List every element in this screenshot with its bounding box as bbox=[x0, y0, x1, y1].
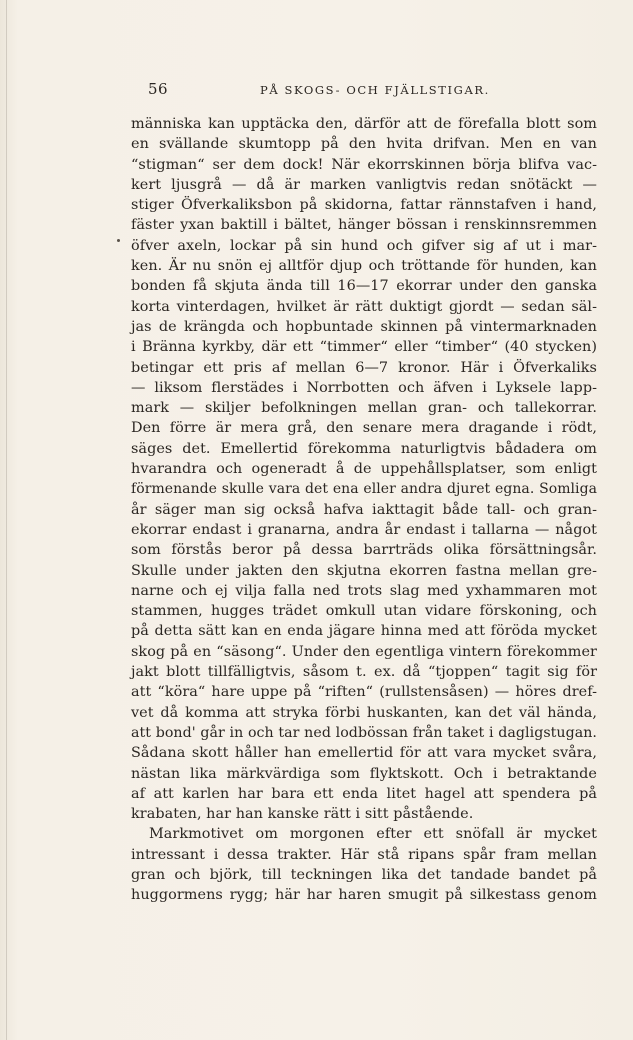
page-header bbox=[148, 80, 608, 102]
text-line: Markmotivet om morgonen efter ett snöfall är mycket bbox=[149, 826, 597, 843]
text-line: nästan lika märkvärdiga som flyktskott. Och i betraktande bbox=[131, 765, 597, 782]
text-line: korta vinterdagen, hvilket är rätt duktigt gjordt — sedan säl- bbox=[131, 298, 597, 315]
text-line: krabaten, har han kanske rätt i sitt påstående. bbox=[131, 806, 474, 823]
text-line: en svällande skumtopp på den hvita drifvan. Men en van bbox=[131, 136, 597, 153]
text-line: Sådana skott håller han emellertid för att vara mycket svåra, bbox=[131, 745, 597, 762]
text-line: hvarandra och ogeneradt å de uppehållsplatser, som enligt bbox=[131, 461, 597, 478]
text-line: som förstås beror på dessa barrträds olika försättningsår. bbox=[131, 542, 597, 559]
text-line: Den förre är mera grå, den senare mera dragande i rödt, bbox=[131, 420, 597, 437]
text-line: i Bränna kyrkby, där ett “timmer“ eller “timber“ (40 stycken) bbox=[131, 339, 597, 356]
text-line: säges det. Emellertid förekomma naturligtvis bådadera om bbox=[131, 440, 597, 457]
text-line: huggormens rygg; här har haren smugit på silkestass genom bbox=[131, 887, 597, 904]
text-line: att “köra“ hare uppe på “riften“ (rullstensåsen) — höres dref- bbox=[131, 684, 597, 701]
text-line: Skulle under jakten den skjutna ekorren fastna mellan gre- bbox=[131, 562, 597, 579]
text-line: öfver axeln, lockar på sin hund och gifver sig af ut i mar- bbox=[131, 237, 597, 254]
text-line: jas de krängda och hopbuntade skinnen på vintermarknaden bbox=[131, 318, 597, 335]
text-line: jakt blott tillfälligtvis, såsom t. ex. då “tjoppen“ tagit sig för bbox=[131, 664, 597, 681]
text-line: mark — skiljer befolkningen mellan gran- och tallekorrar. bbox=[131, 400, 597, 417]
binding-edge bbox=[6, 0, 7, 1040]
text-line: stammen, hugges trädet omkull utan vidare förskoning, och bbox=[131, 603, 597, 620]
page-number: 56 bbox=[148, 80, 169, 98]
text-line: intressant i dessa trakter. Här stå ripans spår fram mellan bbox=[131, 846, 597, 863]
text-line: “stigman“ ser dem dock! När ekorrskinnen börja blifva vac- bbox=[131, 156, 597, 173]
body-text bbox=[131, 114, 597, 906]
text-line: — liksom flerstädes i Norrbotten och äfven i Lyksele lapp- bbox=[131, 379, 597, 396]
text-line: ekorrar endast i granarna, andra år endast i tallarna — något bbox=[131, 521, 597, 538]
text-line: på detta sätt kan en enda jägare hinna med att föröda mycket bbox=[131, 623, 597, 640]
text-line: narne och ej vilja falla ned trots slag med yxhammaren mot bbox=[131, 582, 597, 599]
text-line: fäster yxan baktill i bältet, hänger bössan i renskinnsremmen bbox=[131, 217, 597, 234]
text-line: människa kan upptäcka den, därför att de förefalla blott som bbox=[131, 116, 597, 132]
text-line: år säger man sig också hafva iakttagit både tall- och gran- bbox=[131, 501, 597, 518]
text-line: förmenande skulle vara det ena eller andra djuret egna. Somliga bbox=[131, 481, 597, 498]
text-line: bonden få skjuta ända till 16—17 ekorrar under den ganska bbox=[131, 278, 597, 295]
text-line: af att karlen har bara ett enda litet hagel att spendera på bbox=[131, 785, 597, 802]
running-title: PÅ SKOGS- OCH FJÄLLSTIGAR. bbox=[260, 83, 490, 97]
text-line: att bond' går in och tar ned lodbössan från taket i dagligstugan. bbox=[131, 724, 597, 741]
text-line: ken. Är nu snön ej alltför djup och tröttande för hunden, kan bbox=[131, 258, 597, 275]
text-line: vet då komma att stryka förbi huskanten, kan det väl hända, bbox=[131, 704, 597, 721]
margin-mark bbox=[117, 239, 120, 242]
text-line: kert ljusgrå — då är marken vanligtvis redan snötäckt — bbox=[131, 176, 597, 193]
text-line: skog på en “säsong“. Under den egentliga vintern förekommer bbox=[131, 643, 597, 660]
text-line: betingar ett pris af mellan 6—7 kronor. Här i Öfverkaliks bbox=[131, 359, 597, 376]
text-line: gran och björk, till teckningen lika det tandade bandet på bbox=[131, 866, 597, 883]
text-line: stiger Öfverkaliksbon på skidorna, fattar rännstafven i hand, bbox=[131, 197, 597, 214]
